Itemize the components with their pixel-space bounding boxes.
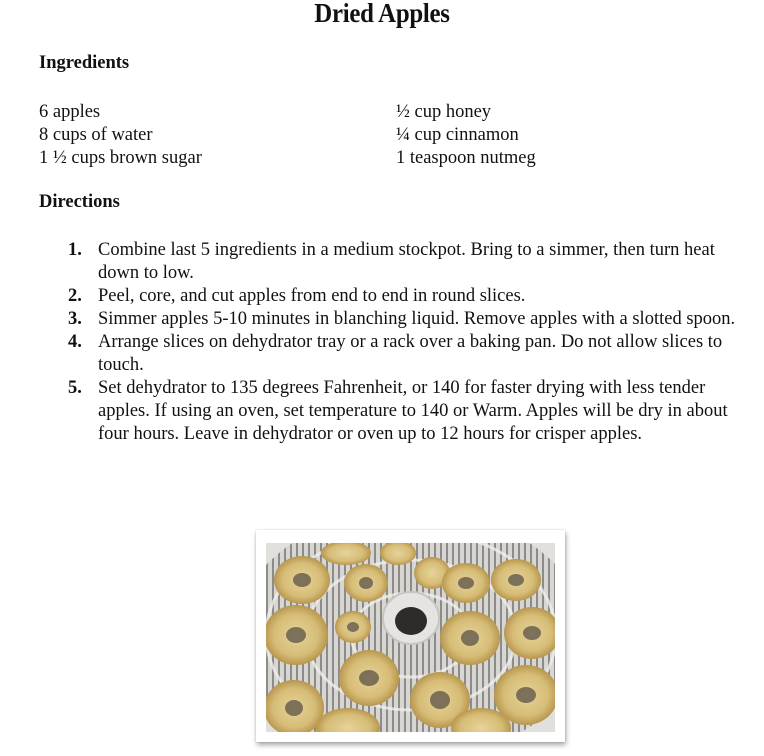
ingredient-item: 1 ½ cups brown sugar — [39, 148, 202, 168]
direction-step — [68, 308, 758, 331]
step-text: Simmer apples 5-10 minutes in blanching liquid. Remove apples with a slotted spoon. — [98, 309, 736, 329]
page-title: Dried Apples — [314, 0, 450, 28]
ingredient-item: 6 apples — [39, 102, 101, 122]
direction-step — [68, 285, 758, 308]
step-text: Peel, core, and cut apples from end to end in round slices. — [98, 286, 526, 306]
ingredients-heading: Ingredients — [39, 53, 130, 73]
dried-apples-photo — [266, 543, 555, 732]
step-text: Arrange slices on dehydrator tray or a rack over a baking pan. Do not allow slices to touch. — [98, 332, 723, 375]
ingredient-item: ¼ cup cinnamon — [396, 125, 519, 145]
step-number: 2. — [68, 286, 82, 306]
direction-step — [68, 239, 758, 285]
step-number: 3. — [68, 309, 82, 329]
ingredients-left-column — [39, 101, 202, 170]
direction-step — [68, 331, 758, 377]
step-number: 1. — [68, 240, 82, 260]
ingredient-item: 1 teaspoon nutmeg — [396, 148, 536, 168]
directions-heading: Directions — [39, 192, 120, 212]
step-number: 5. — [68, 378, 82, 398]
direction-step — [68, 377, 758, 446]
ingredients-right-column — [396, 101, 536, 170]
ingredient-item: ½ cup honey — [396, 102, 492, 122]
photo-frame — [256, 530, 565, 742]
step-text: Combine last 5 ingredients in a medium stockpot. Bring to a simmer, then turn heat down to low. — [98, 240, 715, 283]
step-number: 4. — [68, 332, 82, 352]
step-text: Set dehydrator to 135 degrees Fahrenheit, or 140 for faster drying with less tender apples. If using an oven, set temperature to 140 or Warm. Apples will be dry in about four hours. Leave in dehydrator or oven up to 12 hours for crisper apples. — [98, 378, 728, 444]
directions-list — [68, 239, 758, 446]
ingredient-item: 8 cups of water — [39, 125, 153, 145]
